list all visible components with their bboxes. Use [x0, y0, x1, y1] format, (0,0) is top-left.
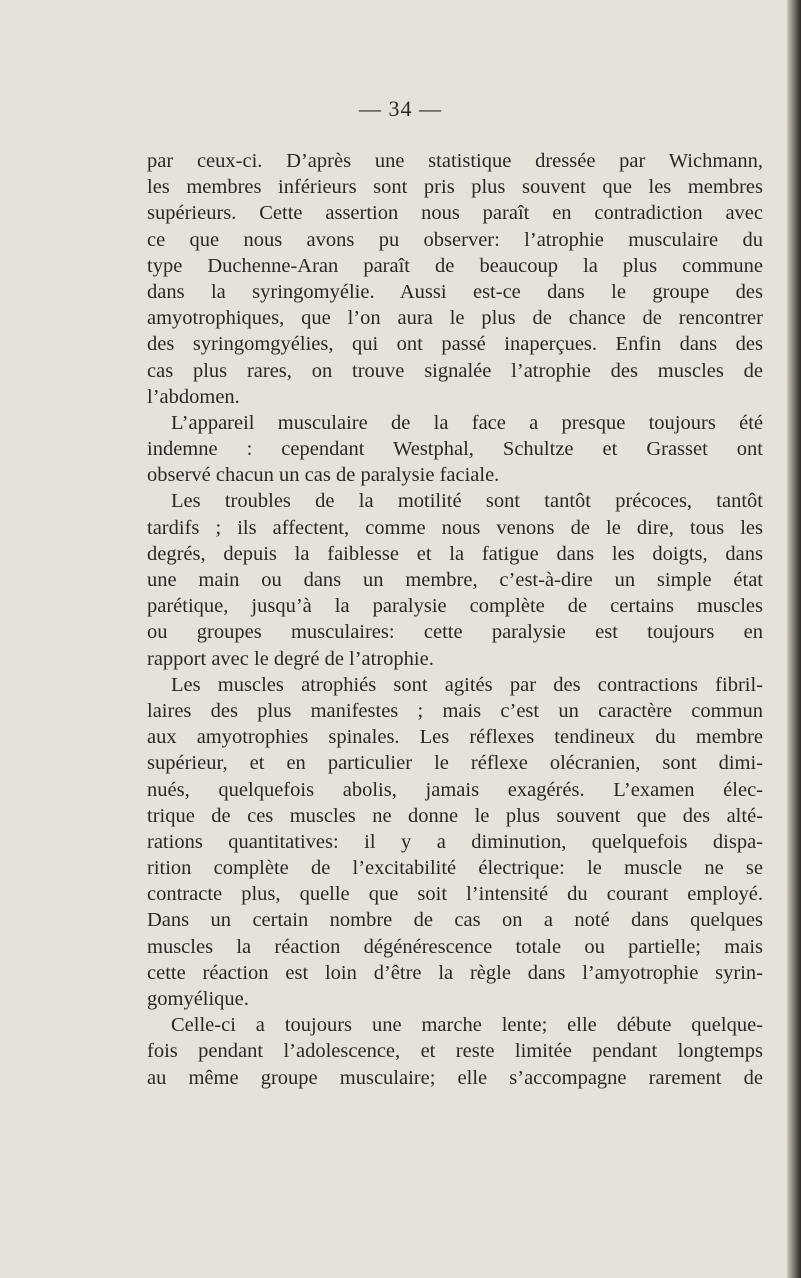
- text-line: muscles la réaction dégénérescence totale ou partielle; mais: [147, 935, 763, 958]
- text-line: fois pendant l’adolescence, et reste limitée pendant longtemps: [147, 1040, 763, 1063]
- text-line: L’appareil musculaire de la face a presque toujours été: [171, 411, 763, 434]
- text-line: supérieur, et en particulier le réflexe olécranien, sont dimi-: [147, 752, 763, 775]
- text-line: au même groupe musculaire; elle s’accompagne rarement de: [147, 1066, 763, 1089]
- text-line: par ceux-ci. D’après une statistique dressée par Wichmann,: [147, 150, 763, 172]
- text-line: degrés, depuis la faiblesse et la fatigue dans les doigts, dans: [147, 542, 763, 565]
- text-line: observé chacun un cas de paralysie faciale.: [147, 464, 500, 487]
- text-line: tardifs ; ils affectent, comme nous venons de le dire, tous les: [147, 516, 763, 539]
- text-line: rapport avec le degré de l’atrophie.: [147, 647, 434, 670]
- text-line: parétique, jusqu’à la paralysie complète de certains muscles: [147, 595, 763, 618]
- text-line: ou groupes musculaires: cette paralysie est toujours en: [147, 621, 763, 644]
- text-line: rition complète de l’excitabilité électrique: le muscle ne se: [147, 857, 763, 880]
- page-edge-shadow: [787, 0, 801, 1278]
- body-text: [147, 148, 763, 1091]
- text-line: Celle-ci a toujours une marche lente; elle débute quelque-: [171, 1014, 763, 1037]
- text-line: ce que nous avons pu observer: l’atrophie musculaire du: [147, 228, 763, 251]
- text-line: gomyélique.: [147, 988, 249, 1010]
- text-line: contracte plus, quelle que soit l’intensité du courant employé.: [147, 883, 763, 906]
- text-line: Dans un certain nombre de cas on a noté dans quelques: [147, 909, 763, 932]
- text-line: nués, quelquefois abolis, jamais exagérés. L’examen élec-: [147, 778, 763, 801]
- text-line: Les troubles de la motilité sont tantôt précoces, tantôt: [171, 490, 763, 513]
- text-line: cette réaction est loin d’être la règle dans l’amyotrophie syrin-: [147, 961, 763, 984]
- text-line: aux amyotrophies spinales. Les réflexes tendineux du membre: [147, 726, 763, 749]
- text-line: Les muscles atrophiés sont agités par des contractions fibril-: [171, 673, 763, 696]
- text-line: une main ou dans un membre, c’est-à-dire un simple état: [147, 569, 763, 591]
- text-line: amyotrophiques, que l’on aura le plus de chance de rencontrer: [147, 307, 763, 330]
- text-line: indemne : cependant Westphal, Schultze et Grasset ont: [147, 438, 763, 461]
- text-line: trique de ces muscles ne donne le plus souvent que des alté-: [147, 804, 763, 827]
- text-line: type Duchenne-Aran paraît de beaucoup la plus commune: [147, 254, 763, 277]
- text-line: l’abdomen.: [147, 385, 240, 408]
- text-line: laires des plus manifestes ; mais c’est un caractère commun: [147, 699, 763, 722]
- text-line: supérieurs. Cette assertion nous paraît en contradiction avec: [147, 202, 763, 225]
- text-line: rations quantitatives: il y a diminution, quelquefois dispa-: [147, 830, 763, 853]
- text-line: cas plus rares, on trouve signalée l’atrophie des muscles de: [147, 359, 763, 382]
- page-number: — 34 —: [359, 96, 442, 121]
- text-line: des syringomgyélies, qui ont passé inaperçues. Enfin dans des: [147, 333, 763, 356]
- text-line: dans la syringomyélie. Aussi est-ce dans le groupe des: [147, 280, 763, 303]
- text-line: les membres inférieurs sont pris plus souvent que les membres: [147, 176, 763, 199]
